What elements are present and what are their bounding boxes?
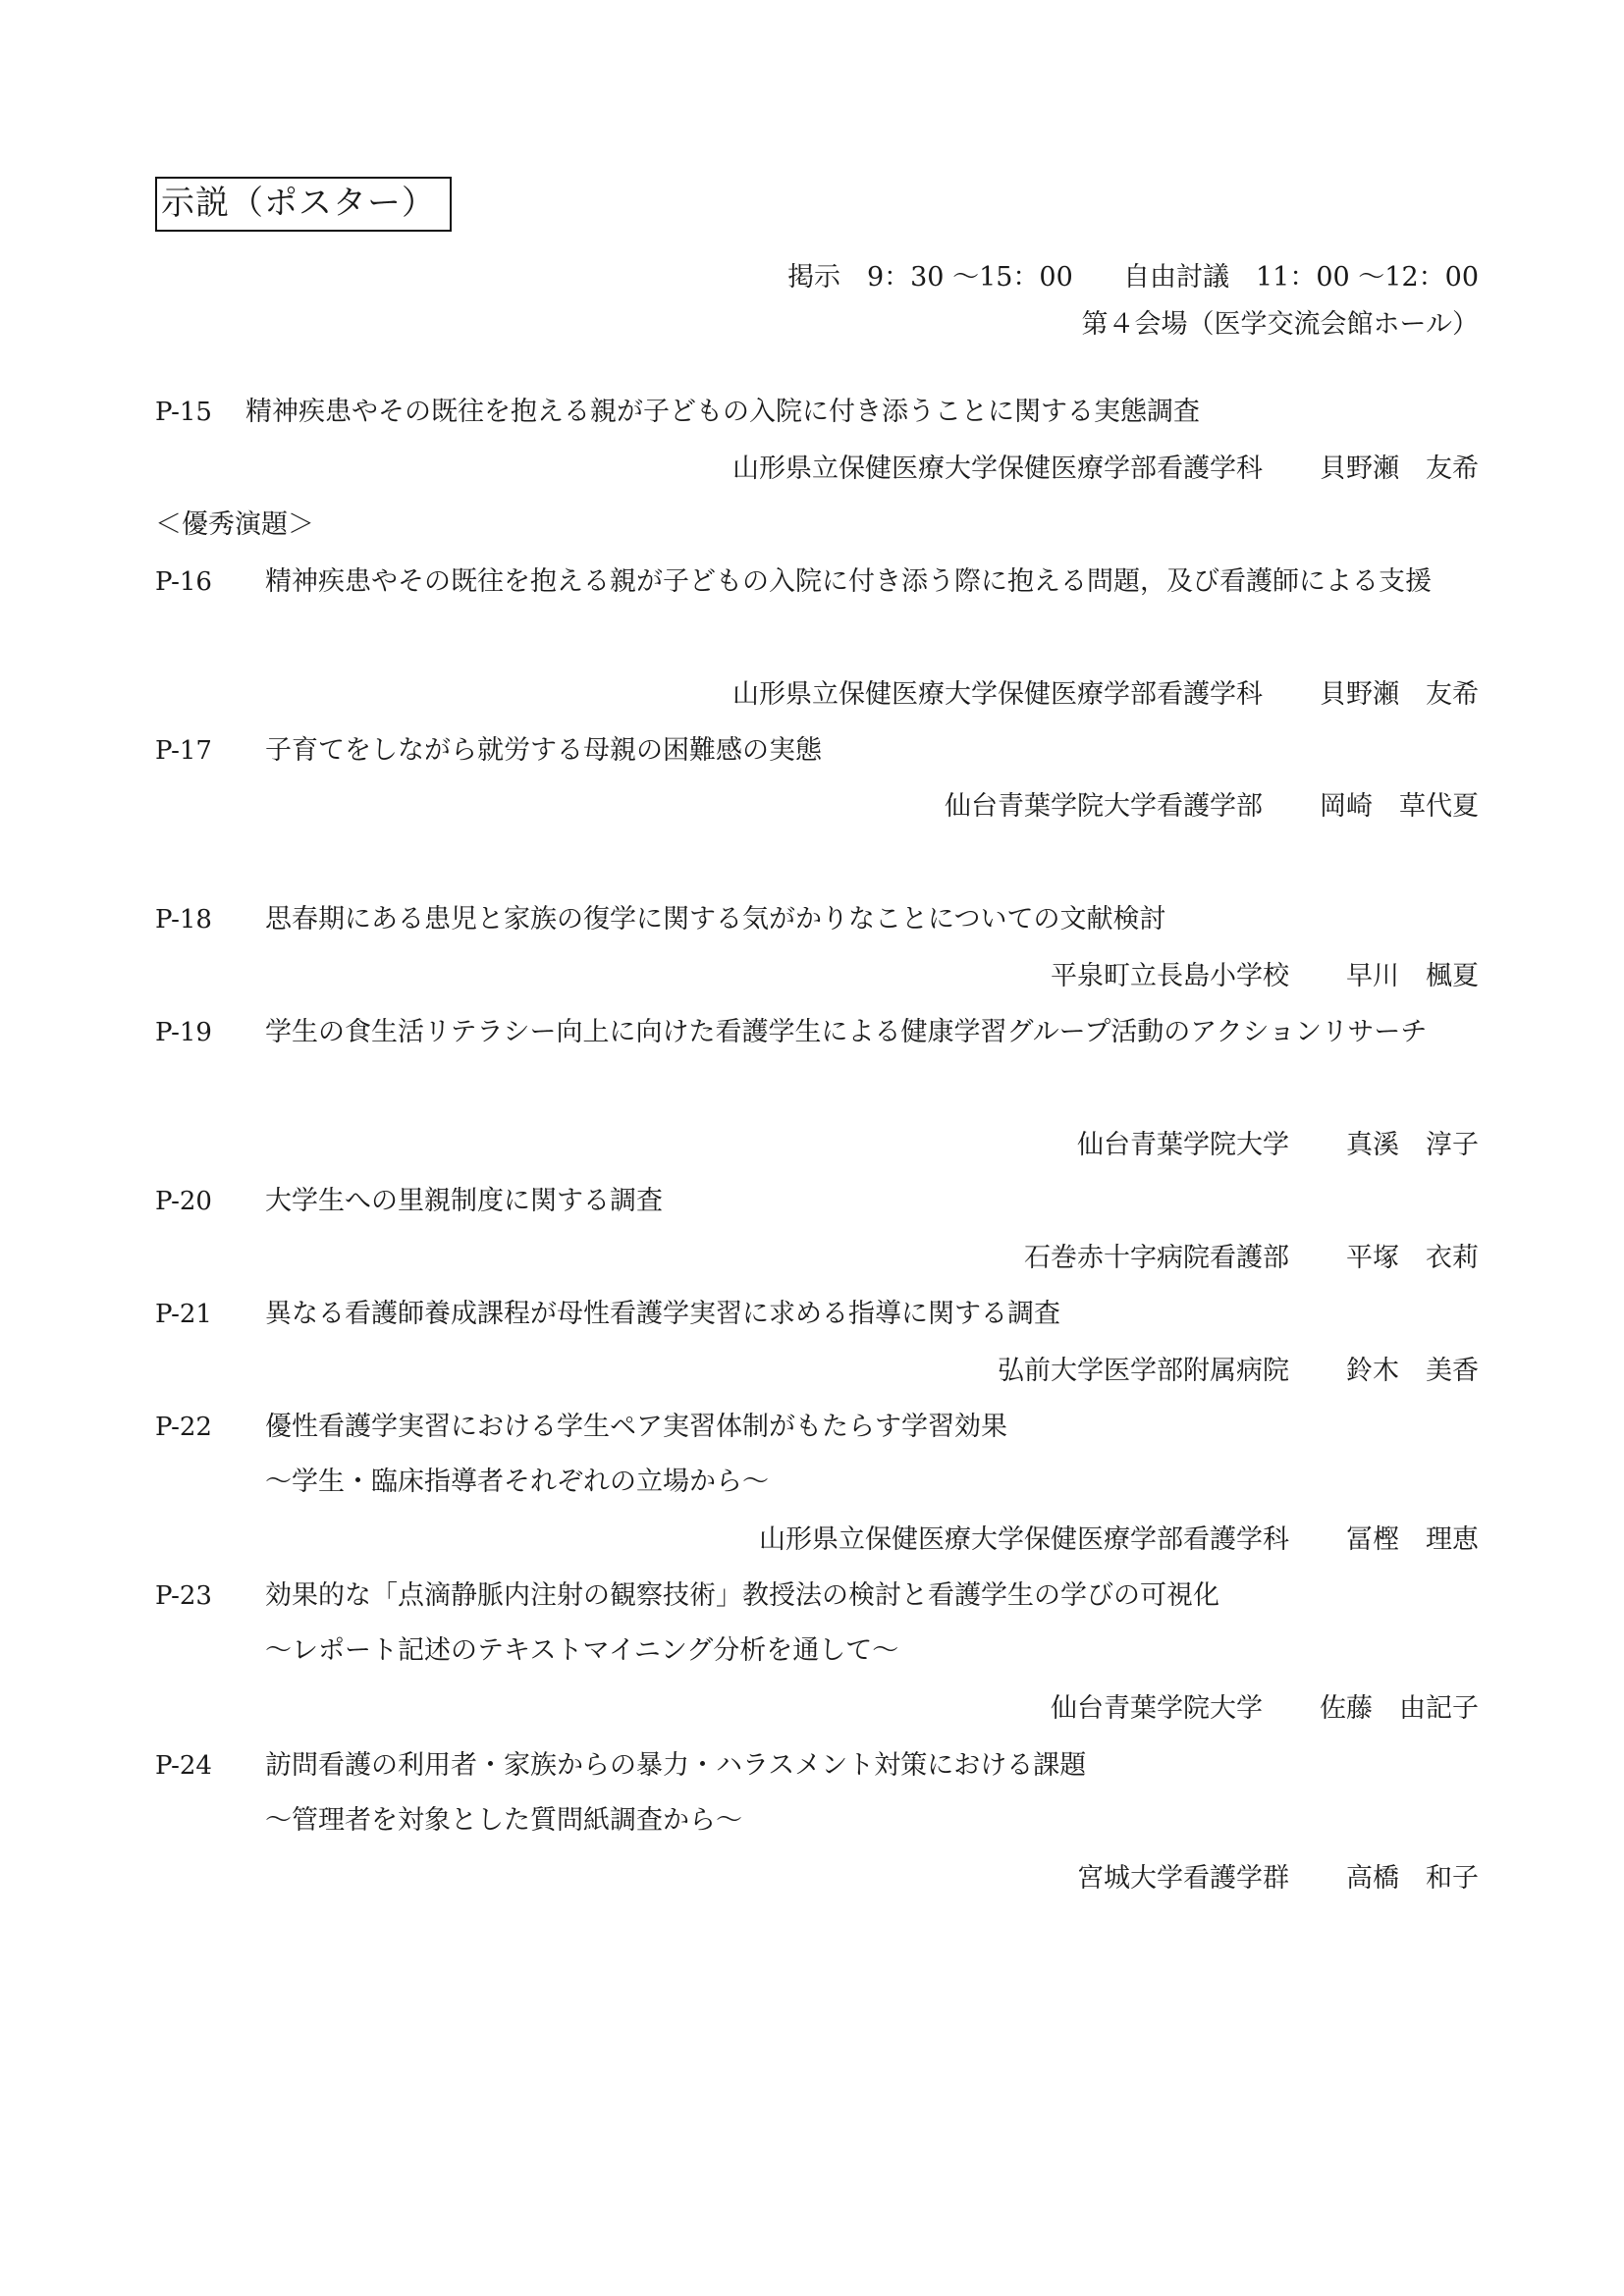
discussion-time: 自由討議 11：00 〜12：00 [1122,262,1479,293]
poster-affiliation: 石巻赤十字病院看護部 [1024,1243,1289,1273]
poster-title-main: 効果的な「点滴静脈内注射の観察技術」教授法の検討と看護学生の学びの可視化 [265,1580,1219,1611]
poster-code: P-21 [155,1300,212,1329]
poster-author: 貝野瀬 友希 [1320,454,1479,484]
poster-affiliation-line [1077,1129,1479,1162]
poster-affiliation: 宮城大学看護学群 [1077,1863,1289,1894]
award-note: ＜優秀演題＞ [155,509,314,540]
poster-author: 高橋 和子 [1346,1863,1479,1894]
display-time: 掲示 9：30 〜15：00 [786,262,1073,293]
poster-affiliation-line [945,790,1479,824]
poster-affiliation: 弘前大学医学部附属病院 [998,1356,1289,1386]
poster-title: 精神疾患やその既往を抱える親が子どもの入院に付き添う際に抱える問題，及び看護師による支援 [265,566,1432,597]
poster-title-main: 訪問看護の利用者・家族からの暴力・ハラスメント対策における課題 [265,1750,1087,1781]
poster-code: P-19 [155,1018,212,1047]
poster-affiliation-line [1051,1692,1479,1726]
poster-title [265,1569,1479,1679]
poster-code: P-15 [155,398,212,427]
poster-affiliation: 山形県立保健医療大学保健医療学部看護学科 [732,454,1263,484]
poster-affiliation: 仙台青葉学院大学 [1051,1693,1263,1724]
poster-title: 大学生への里親制度に関する調査 [265,1186,663,1216]
poster-author: 岡崎 草代夏 [1320,791,1479,822]
poster-affiliation: 山形県立保健医療大学保健医療学部看護学科 [732,679,1263,710]
poster-author: 貝野瀬 友希 [1320,679,1479,710]
poster-affiliation: 平泉町立長島小学校 [1051,961,1289,991]
poster-title: 子育てをしながら就労する母親の困難感の実態 [265,735,822,766]
poster-title [265,1400,1479,1510]
poster-code: P-24 [155,1751,212,1781]
poster-code: P-22 [155,1413,212,1442]
poster-subtitle: 〜レポート記述のテキストマイニング分析を通して〜 [265,1635,899,1666]
poster-code: P-18 [155,905,212,934]
venue: 第４会場（医学交流会館ホール） [1081,309,1479,340]
poster-affiliation: 山形県立保健医療大学保健医療学部看護学科 [759,1524,1289,1555]
poster-affiliation: 仙台青葉学院大学看護学部 [945,791,1263,822]
poster-affiliation-line [998,1355,1479,1388]
poster-subtitle: 〜学生・臨床指導者それぞれの立場から〜 [265,1467,769,1497]
poster-title: 異なる看護師養成課程が母性看護学実習に求める指導に関する調査 [265,1299,1060,1329]
poster-affiliation-line [759,1523,1479,1557]
poster-author: 真溪 淳子 [1346,1130,1479,1160]
poster-title: 学生の食生活リテラシー向上に向けた看護学生による健康学習グループ活動のアクションリサーチ [265,1017,1428,1047]
poster-code: P-16 [155,567,212,597]
poster-code: P-17 [155,736,212,766]
poster-affiliation-line [1077,1862,1479,1896]
poster-affiliation-line [1024,1242,1479,1275]
poster-title [265,1738,1479,1848]
schedule-times [787,261,1479,294]
poster-subtitle: 〜管理者を対象とした質問紙調査から〜 [265,1805,742,1836]
poster-affiliation: 仙台青葉学院大学 [1077,1130,1289,1160]
poster-affiliation-line [732,678,1479,712]
poster-affiliation-line [732,453,1479,486]
poster-affiliation-line [1051,960,1479,993]
poster-author: 平塚 衣莉 [1346,1243,1479,1273]
poster-title: 思春期にある患児と家族の復学に関する気がかりなことについての文献検討 [265,904,1166,934]
poster-title-main: 優性看護学実習における学生ペア実習体制がもたらす学習効果 [265,1412,1007,1442]
poster-author: 冨樫 理恵 [1346,1524,1479,1555]
poster-code: P-23 [155,1581,212,1611]
section-title: 示説（ポスター） [155,177,452,232]
poster-author: 佐藤 由記子 [1320,1693,1479,1724]
poster-author: 鈴木 美香 [1346,1356,1479,1386]
poster-author: 早川 楓夏 [1346,961,1479,991]
poster-title: 精神疾患やその既往を抱える親が子どもの入院に付き添うことに関する実態調査 [245,397,1200,427]
poster-code: P-20 [155,1187,212,1216]
